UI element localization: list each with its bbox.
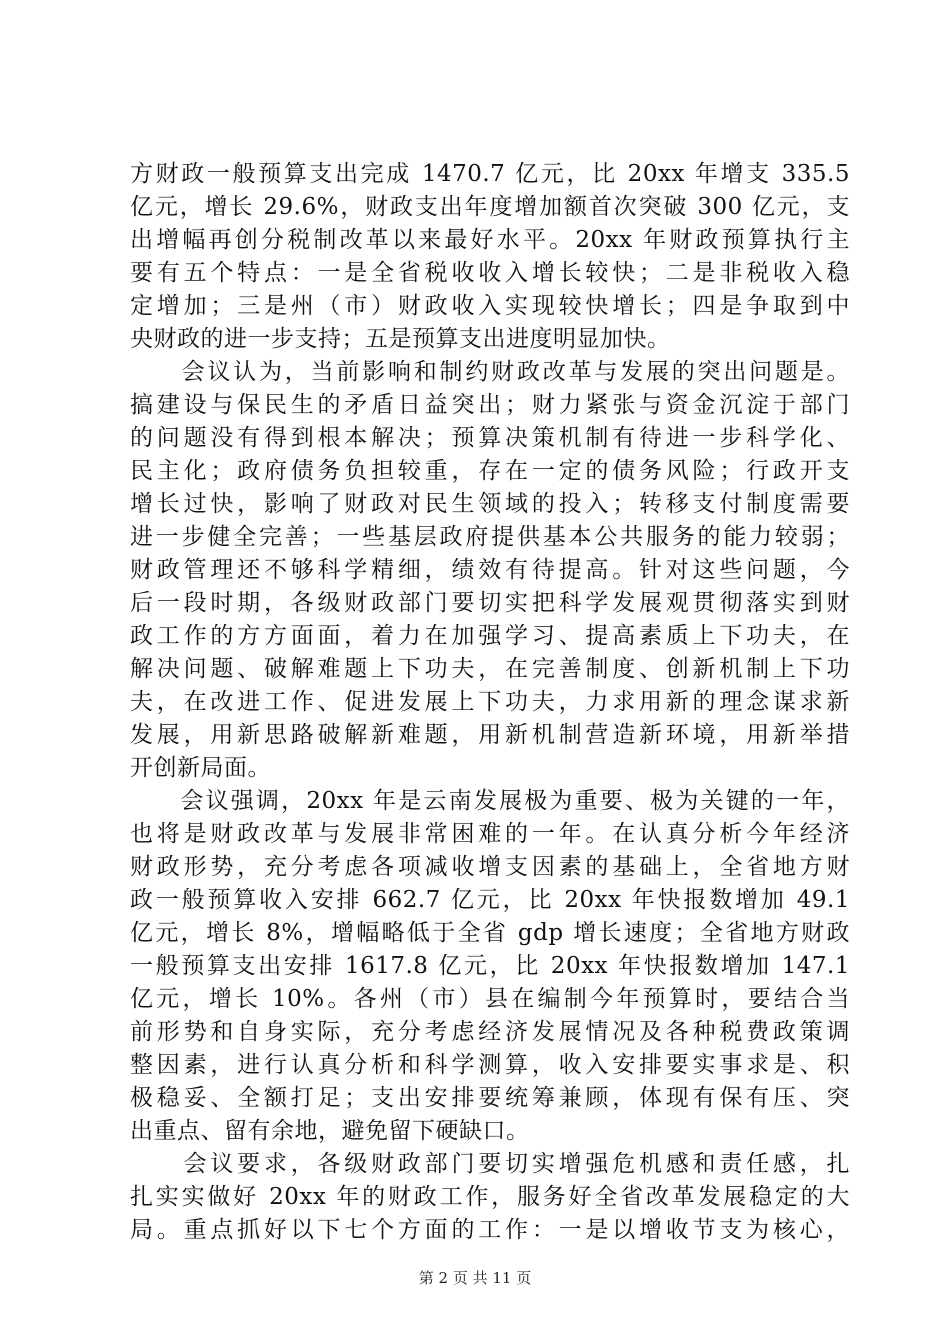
text-line: 极稳妥、全额打足；支出安排要统筹兼顾，体现有保有压、突 (130, 1085, 850, 1111)
text-line: 出重点、留有余地，避免留下硬缺口。 (130, 1118, 530, 1144)
text-line: 增长过快，影响了财政对民生领域的投入；转移支付制度需要 (130, 491, 850, 517)
text-line: 财政管理还不够科学精细，绩效有待提高。针对这些问题，今 (130, 557, 850, 583)
text-line: 发展，用新思路破解新难题，用新机制营造新环境，用新举措 (130, 722, 850, 748)
text-line: 前形势和自身实际，充分考虑经济发展情况及各种税费政策调 (130, 1019, 850, 1045)
text-line: 政工作的方方面面，着力在加强学习、提高素质上下功夫，在 (130, 623, 850, 649)
text-line: 进一步健全完善；一些基层政府提供基本公共服务的能力较弱； (130, 524, 850, 550)
text-line: 会议强调，20xx 年是云南发展极为重要、极为关键的一年， (130, 788, 850, 814)
text-line: 后一段时期，各级财政部门要切实把科学发展观贯彻落实到财 (130, 590, 850, 616)
text-line: 开创新局面。 (130, 755, 271, 781)
text-line: 政一般预算收入安排 662.7 亿元，比 20xx 年快报数增加 49.1 (130, 887, 850, 913)
text-line: 整因素，进行认真分析和科学测算，收入安排要实事求是、积 (130, 1052, 850, 1078)
body-text (130, 158, 850, 1247)
text-line: 的问题没有得到根本解决；预算决策机制有待进一步科学化、 (130, 425, 850, 451)
page-footer: 第 2 页 共 11 页 (418, 1269, 532, 1287)
text-line: 解决问题、破解难题上下功夫，在完善制度、创新机制上下功 (130, 656, 850, 682)
text-line: 央财政的进一步支持；五是预算支出进度明显加快。 (130, 326, 671, 352)
text-line: 一般预算支出安排 1617.8 亿元，比 20xx 年快报数增加 147.1 (130, 953, 850, 979)
text-line: 方财政一般预算支出完成 1470.7 亿元，比 20xx 年增支 335.5 (130, 161, 850, 187)
text-line: 局。重点抓好以下七个方面的工作：一是以增收节支为核心， (130, 1217, 850, 1243)
text-line: 定增加；三是州（市）财政收入实现较快增长；四是争取到中 (130, 293, 850, 319)
text-line: 搞建设与保民生的矛盾日益突出；财力紧张与资金沉淀于部门 (130, 392, 850, 418)
text-line: 扎实实做好 20xx 年的财政工作，服务好全省改革发展稳定的大 (130, 1184, 850, 1210)
text-line: 会议要求，各级财政部门要切实增强危机感和责任感，扎 (130, 1151, 850, 1177)
text-line: 要有五个特点：一是全省税收收入增长较快；二是非税收入稳 (130, 260, 850, 286)
text-line: 亿元，增长 10%。各州（市）县在编制今年预算时，要结合当 (130, 986, 850, 1012)
text-line: 会议认为，当前影响和制约财政改革与发展的突出问题是。 (130, 359, 850, 385)
text-line: 出增幅再创分税制改革以来最好水平。20xx 年财政预算执行主 (130, 227, 850, 253)
text-line: 亿元，增长 8%，增幅略低于全省 gdp 增长速度；全省地方财政 (130, 920, 850, 946)
text-line: 夫，在改进工作、促进发展上下功夫，力求用新的理念谋求新 (130, 689, 850, 715)
text-line: 财政形势，充分考虑各项减收增支因素的基础上，全省地方财 (130, 854, 850, 880)
text-line: 民主化；政府债务负担较重，存在一定的债务风险；行政开支 (130, 458, 850, 484)
text-line: 也将是财政改革与发展非常困难的一年。在认真分析今年经济 (130, 821, 850, 847)
text-line: 亿元，增长 29.6%，财政支出年度增加额首次突破 300 亿元，支 (130, 194, 850, 220)
